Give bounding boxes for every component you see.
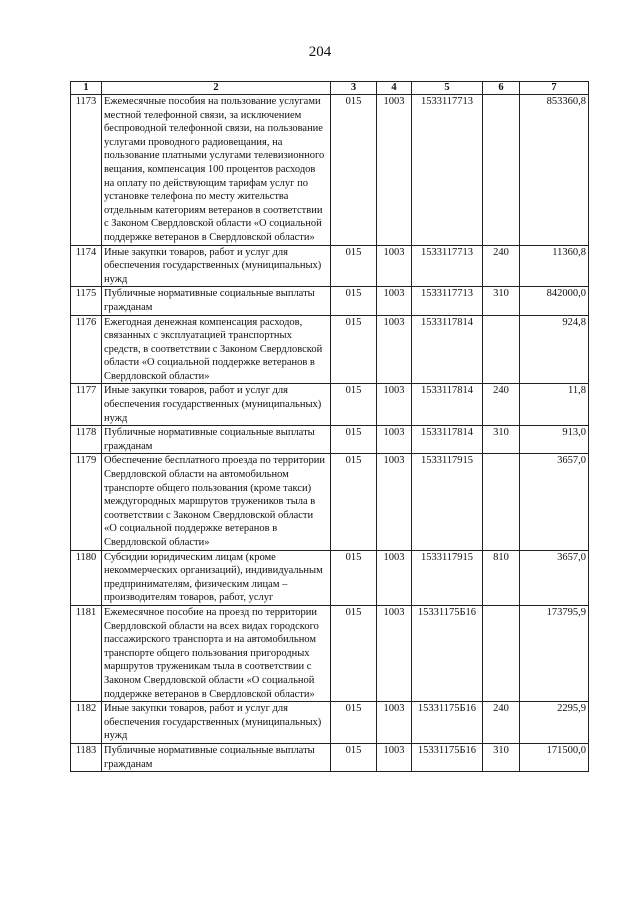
section-code-cell: 1003 — [377, 550, 412, 605]
budget-table — [70, 81, 589, 772]
target-article-cell: 1533117814 — [412, 426, 483, 454]
ministry-code-cell: 015 — [331, 605, 377, 701]
amount-cell: 11360,8 — [520, 245, 589, 287]
description-cell: Публичные нормативные социальные выплаты гражданам — [102, 426, 331, 454]
ministry-code-cell: 015 — [331, 702, 377, 744]
description-cell: Обеспечение бесплатного проезда по территории Свердловской области на автомобильном транспорте общего пользования (кроме такси) междугородных маршрутов тружеников тыла в соответствии с Законом Свердловской области «О социальной поддержке ветеранов в Свердловской области» — [102, 454, 331, 550]
target-article-cell: 1533117814 — [412, 384, 483, 426]
expense-type-cell: 810 — [483, 550, 520, 605]
column-header: 3 — [331, 82, 377, 95]
section-code-cell: 1003 — [377, 426, 412, 454]
expense-type-cell — [483, 454, 520, 550]
ministry-code-cell: 015 — [331, 743, 377, 771]
target-article-cell: 15331175Б16 — [412, 702, 483, 744]
row-number-cell: 1174 — [71, 245, 102, 287]
target-article-cell: 15331175Б16 — [412, 743, 483, 771]
expense-type-cell: 310 — [483, 426, 520, 454]
row-number-cell: 1181 — [71, 605, 102, 701]
ministry-code-cell: 015 — [331, 95, 377, 246]
amount-cell: 3657,0 — [520, 550, 589, 605]
ministry-code-cell: 015 — [331, 245, 377, 287]
amount-cell: 11,8 — [520, 384, 589, 426]
expense-type-cell: 240 — [483, 245, 520, 287]
ministry-code-cell: 015 — [331, 550, 377, 605]
section-code-cell: 1003 — [377, 702, 412, 744]
row-number-cell: 1176 — [71, 315, 102, 384]
table-row — [71, 550, 589, 605]
column-header: 7 — [520, 82, 589, 95]
description-cell: Публичные нормативные социальные выплаты гражданам — [102, 743, 331, 771]
column-header: 4 — [377, 82, 412, 95]
row-number-cell: 1182 — [71, 702, 102, 744]
expense-type-cell: 310 — [483, 743, 520, 771]
target-article-cell: 1533117713 — [412, 245, 483, 287]
column-header: 6 — [483, 82, 520, 95]
table-row — [71, 95, 589, 246]
table-row — [71, 384, 589, 426]
row-number-cell: 1180 — [71, 550, 102, 605]
table-row — [71, 287, 589, 315]
table-row — [71, 743, 589, 771]
section-code-cell: 1003 — [377, 605, 412, 701]
target-article-cell: 1533117713 — [412, 95, 483, 246]
ministry-code-cell: 015 — [331, 287, 377, 315]
row-number-cell: 1183 — [71, 743, 102, 771]
amount-cell: 173795,9 — [520, 605, 589, 701]
section-code-cell: 1003 — [377, 95, 412, 246]
table-row — [71, 426, 589, 454]
column-header: 2 — [102, 82, 331, 95]
description-cell: Субсидии юридическим лицам (кроме некоммерческих организаций), индивидуальным предпринимателям, физическим лицам – производителям товаров, работ, услуг — [102, 550, 331, 605]
target-article-cell: 1533117915 — [412, 454, 483, 550]
expense-type-cell: 240 — [483, 384, 520, 426]
expense-type-cell — [483, 95, 520, 246]
column-header: 1 — [71, 82, 102, 95]
description-cell: Иные закупки товаров, работ и услуг для обеспечения государственных (муниципальных) нужд — [102, 702, 331, 744]
description-cell: Ежегодная денежная компенсация расходов, связанных с эксплуатацией транспортных средств, в соответствии с Законом Свердловской области «О социальной поддержке ветеранов в Свердловской области» — [102, 315, 331, 384]
target-article-cell: 1533117713 — [412, 287, 483, 315]
description-cell: Иные закупки товаров, работ и услуг для обеспечения государственных (муниципальных) нужд — [102, 245, 331, 287]
table-row — [71, 454, 589, 550]
ministry-code-cell: 015 — [331, 384, 377, 426]
section-code-cell: 1003 — [377, 384, 412, 426]
section-code-cell: 1003 — [377, 454, 412, 550]
row-number-cell: 1173 — [71, 95, 102, 246]
expense-type-cell: 240 — [483, 702, 520, 744]
ministry-code-cell: 015 — [331, 454, 377, 550]
expense-type-cell: 310 — [483, 287, 520, 315]
ministry-code-cell: 015 — [331, 315, 377, 384]
amount-cell: 913,0 — [520, 426, 589, 454]
section-code-cell: 1003 — [377, 315, 412, 384]
amount-cell: 2295,9 — [520, 702, 589, 744]
target-article-cell: 15331175Б16 — [412, 605, 483, 701]
target-article-cell: 1533117915 — [412, 550, 483, 605]
expense-type-cell — [483, 315, 520, 384]
row-number-cell: 1178 — [71, 426, 102, 454]
amount-cell: 3657,0 — [520, 454, 589, 550]
ministry-code-cell: 015 — [331, 426, 377, 454]
table-row — [71, 315, 589, 384]
section-code-cell: 1003 — [377, 245, 412, 287]
expense-type-cell — [483, 605, 520, 701]
amount-cell: 924,8 — [520, 315, 589, 384]
description-cell: Иные закупки товаров, работ и услуг для обеспечения государственных (муниципальных) нужд — [102, 384, 331, 426]
description-cell: Ежемесячное пособие на проезд по территории Свердловской области на всех видах городского пассажирского транспорта и на автомобильном транспорте общего пользования пригородных маршрутов труженикам тыла в соответствии с Законом Свердловской области «О социальной поддержке ветеранов в Свердловской области» — [102, 605, 331, 701]
table-row — [71, 605, 589, 701]
target-article-cell: 1533117814 — [412, 315, 483, 384]
row-number-cell: 1179 — [71, 454, 102, 550]
section-code-cell: 1003 — [377, 287, 412, 315]
column-header: 5 — [412, 82, 483, 95]
amount-cell: 853360,8 — [520, 95, 589, 246]
table-header-row — [71, 82, 589, 95]
description-cell: Публичные нормативные социальные выплаты гражданам — [102, 287, 331, 315]
table-row — [71, 702, 589, 744]
amount-cell: 842000,0 — [520, 287, 589, 315]
table-row — [71, 245, 589, 287]
page-number: 204 — [308, 44, 332, 60]
amount-cell: 171500,0 — [520, 743, 589, 771]
description-cell: Ежемесячные пособия на пользование услугами местной телефонной связи, за исключением беспроводной телефонной связи, на пользование услугами проводного радиовещания, на пользование платными услугами телевизионного вещания, компенсация 100 процентов расходов на оплату по действующим тарифам услуг по установке телефона по месту жительства отдельным категориям ветеранов в соответствии с Законом Свердловской области «О социальной поддержке ветеранов в Свердловской области» — [102, 95, 331, 246]
section-code-cell: 1003 — [377, 743, 412, 771]
row-number-cell: 1175 — [71, 287, 102, 315]
row-number-cell: 1177 — [71, 384, 102, 426]
